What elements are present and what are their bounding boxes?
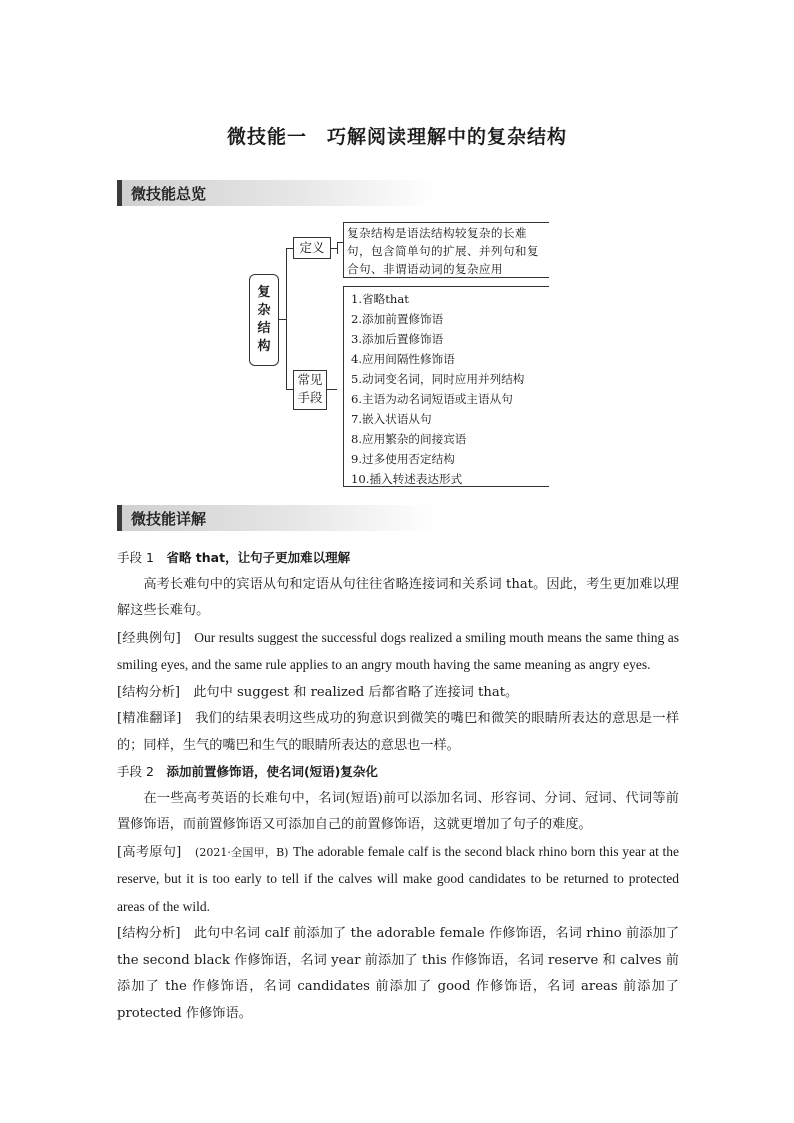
method-item: 2.添加前置修饰语 — [351, 312, 444, 326]
definition-line: 复杂结构是语法结构较复杂的长难 — [347, 226, 527, 240]
method-2-analysis — [117, 921, 679, 1027]
translation-text: 我们的结果表明这些成功的狗意识到微笑的嘴巴和微笑的眼睛所表达的意思是一样的；同样，生气的嘴巴和生气的眼睛所表达的意思也一样。 — [117, 711, 680, 753]
method-1-intro: 高考长难句中的宾语从句和定语从句往往省略连接词和关系词 that。因此，考生更加难以理解这些长难句。 — [117, 576, 679, 618]
methods-label-line: 手段 — [297, 390, 323, 405]
definition-node: 定义 — [293, 237, 331, 259]
method-item: 5.动词变名词，同时应用并列结构 — [351, 372, 525, 386]
method-item: 6.主语为动名词短语或主语从句 — [351, 392, 513, 406]
page-title: 微技能一 巧解阅读理解中的复杂结构 — [226, 126, 567, 148]
diagram-root-node — [249, 274, 279, 366]
definition-line: 合句、非谓语动词的复杂应用 — [347, 262, 503, 276]
section-header-detail — [117, 505, 435, 531]
method-item: 3.添加后置修饰语 — [351, 332, 444, 346]
method-label: 手段 2 — [117, 764, 167, 779]
method-1-heading — [117, 545, 679, 572]
definition-line: 句，包含简单句的扩展、并列句和复 — [347, 244, 539, 258]
detail-content — [117, 545, 679, 1027]
section-header-label: 微技能详解 — [131, 510, 207, 528]
translation-tag: [精准翻译] — [117, 711, 182, 726]
method-item: 8.应用繁杂的间接宾语 — [351, 432, 467, 446]
analysis-text: 此句中名词 calf 前添加了 the adorable female 作修饰语，名词 rhino 前添加了 the second black 作修饰语，名词 year 前添加了 this 作修饰语，名词 reserve 和 calves 前添加了 the 作修饰语，名词 candidates 前添加了 good 作修饰语，名词 areas 前添加了 protected 作修饰语。 — [117, 926, 680, 1021]
section-header-label: 微技能总览 — [131, 185, 207, 203]
analysis-tag: [结构分析] — [117, 926, 181, 941]
section-header-overview — [117, 180, 435, 206]
method-item: 7.嵌入状语从句 — [351, 412, 432, 426]
source-citation: (2021·全国甲，B) — [195, 845, 289, 859]
root-char: 结 — [257, 321, 271, 336]
method-1-translation — [117, 706, 679, 759]
method-item: 9.过多使用否定结构 — [351, 452, 455, 466]
method-item: 10.插入转述表达形式 — [351, 472, 463, 486]
method-1-analysis — [117, 680, 679, 707]
method-item: 4.应用间隔性修饰语 — [351, 352, 455, 366]
method-title: 添加前置修饰语，使名词(短语)复杂化 — [166, 764, 378, 779]
methods-label-line: 常见 — [297, 372, 323, 387]
original-sentence: The adorable female calf is the second black rhino born this year at the reserve, but it is too early to tell if the calves will make good candidates to be returned to protected areas of the wild. — [117, 843, 679, 914]
structure-diagram — [245, 222, 555, 488]
root-char: 杂 — [257, 303, 271, 318]
root-char: 复 — [257, 285, 271, 300]
methods-list-box — [343, 286, 549, 487]
methods-node — [293, 370, 327, 410]
method-label: 手段 1 — [117, 550, 167, 565]
method-2-heading — [117, 759, 679, 786]
example-tag: [经典例句] — [117, 630, 181, 646]
analysis-tag: [结构分析] — [117, 684, 181, 700]
root-char: 构 — [257, 339, 271, 354]
method-title: 省略 that，让句子更加难以理解 — [166, 550, 351, 565]
method-2-intro: 在一些高考英语的长难句中，名词(短语)前可以添加名词、形容词、分词、冠词、代词等前置修饰语，而前置修饰语又可添加自己的前置修饰语，这就更增加了句子的难度。 — [117, 790, 679, 832]
method-item: 1.省略that — [351, 292, 409, 306]
method-1-example — [117, 625, 679, 680]
definition-text-box — [343, 222, 549, 278]
method-2-original — [117, 839, 679, 922]
example-sentence: Our results suggest the successful dogs realized a smiling mouth means the same thing as smiling eyes, and the same rule applies to an angry mouth having the same meaning as angry eyes. — [117, 629, 680, 672]
original-tag: [高考原句] — [117, 844, 182, 860]
analysis-text: 此句中 suggest 和 realized 后都省略了连接词 that。 — [193, 684, 519, 700]
